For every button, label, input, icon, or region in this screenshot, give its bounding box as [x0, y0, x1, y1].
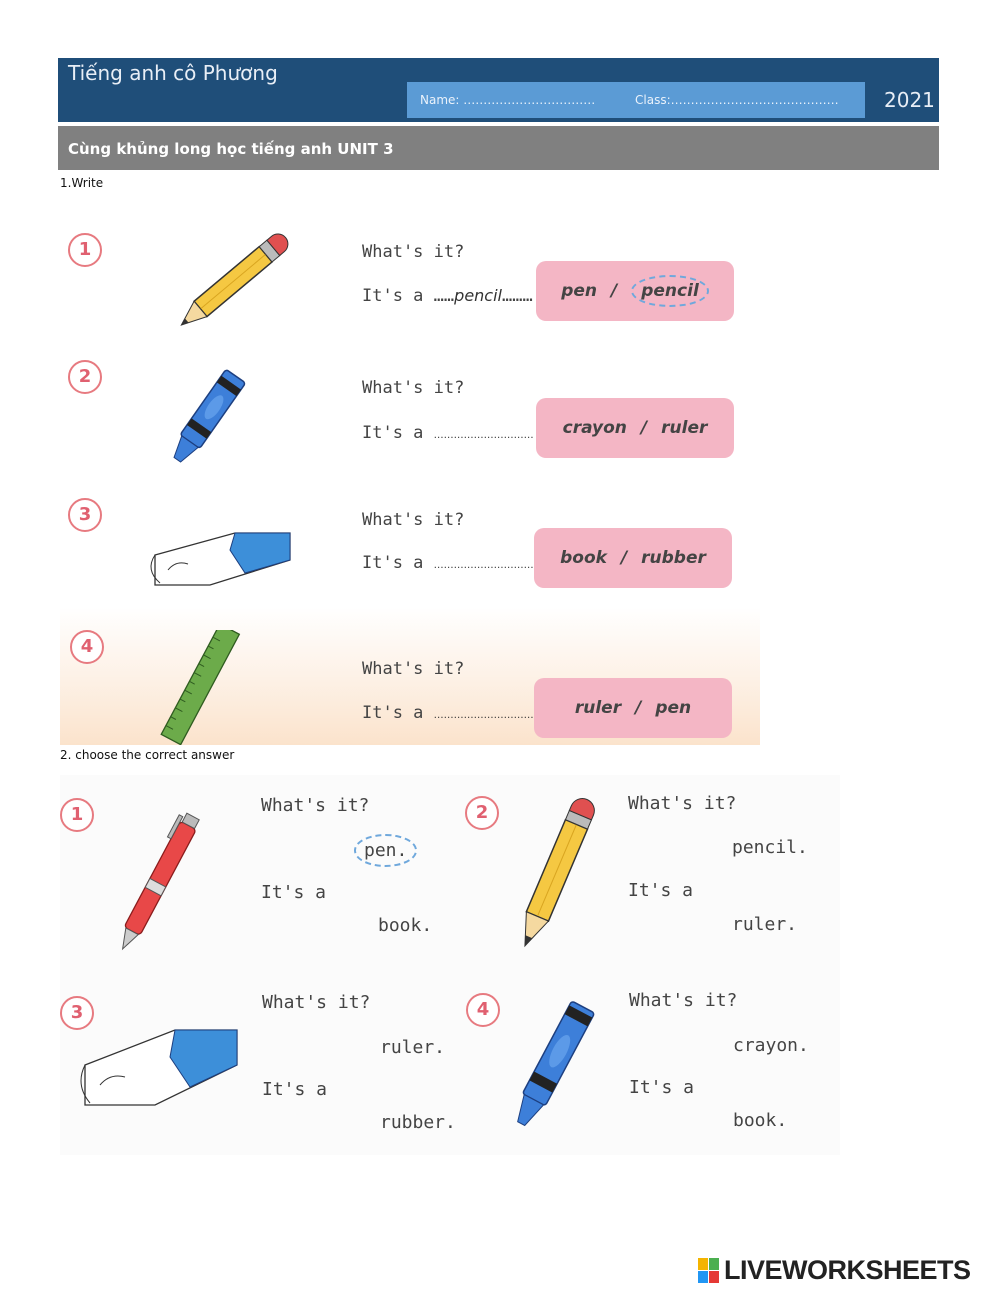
option-2: ruler: [661, 418, 708, 438]
logo-text: LIVEWORKSHEETS: [724, 1255, 971, 1285]
blank-dots-after: ………: [501, 286, 533, 306]
header-title: Tiếng anh cô Phương: [68, 61, 278, 85]
item-number: 3: [68, 498, 102, 532]
item-number: 1: [60, 798, 94, 832]
question-text: What's it?: [362, 378, 465, 398]
question-text: What's it?: [261, 795, 370, 816]
item-number: 1: [68, 233, 102, 267]
option-b[interactable]: rubber.: [380, 1112, 456, 1133]
option-1: ruler: [574, 698, 622, 718]
option-separator: /: [620, 548, 628, 568]
eraser-icon: [140, 515, 300, 595]
option-1: pen: [561, 281, 598, 301]
option-1: book: [560, 548, 607, 568]
crayon-icon: [495, 985, 615, 1135]
liveworksheets-logo[interactable]: [698, 1255, 971, 1286]
pencil-icon: [500, 795, 610, 955]
item-number: 2: [68, 360, 102, 394]
prefix-label: It's a: [362, 553, 424, 573]
options-box: [534, 678, 732, 738]
crayon-icon: [155, 355, 265, 470]
item-number: 3: [60, 996, 94, 1030]
question-text: What's it?: [362, 659, 465, 679]
option-2: pen: [655, 698, 692, 718]
prefix-text: [362, 703, 534, 723]
item-number: 2: [465, 796, 499, 830]
question-text: What's it?: [629, 990, 738, 1011]
options-box: [536, 261, 734, 321]
prefix-label: It's a: [362, 423, 424, 443]
pen-icon: [105, 795, 220, 960]
item-number: 4: [70, 630, 104, 664]
name-field[interactable]: Name: ……………………………: [420, 93, 596, 107]
option-a[interactable]: ruler.: [380, 1037, 446, 1058]
answer-blank[interactable]: [434, 286, 533, 306]
prefix-text: It's a: [261, 882, 327, 903]
prefix-text: [362, 423, 534, 443]
answer-blank[interactable]: …………………………: [433, 430, 534, 441]
option-2: rubber: [641, 548, 706, 568]
option-1: crayon: [562, 418, 627, 438]
section1-title: 1.Write: [60, 176, 104, 190]
ruler-icon: [150, 630, 250, 745]
prefix-label: It's a: [362, 286, 424, 306]
page-title: Cùng khủng long học tiếng anh UNIT 3: [68, 140, 394, 158]
section2-title: 2. choose the correct answer: [60, 748, 235, 762]
option-2-circled: pencil: [631, 275, 709, 307]
option-a-circled[interactable]: pen.: [354, 834, 417, 867]
answer-blank[interactable]: …………………………: [433, 560, 534, 571]
year-label: 2021: [884, 88, 935, 112]
class-field[interactable]: Class:……………………………………: [635, 93, 839, 107]
option-separator: /: [640, 418, 648, 438]
option-b[interactable]: book.: [733, 1110, 788, 1131]
question-text: What's it?: [362, 242, 465, 262]
question-text: What's it?: [262, 992, 371, 1013]
options-box: [534, 528, 732, 588]
option-separator: /: [611, 281, 618, 301]
prefix-text: [362, 553, 534, 573]
question-text: What's it?: [362, 510, 465, 530]
prefix-text: It's a: [629, 1077, 695, 1098]
prefix-text: [362, 286, 533, 306]
option-b[interactable]: ruler.: [732, 914, 798, 935]
options-box: [536, 398, 734, 458]
eraser-icon: [75, 1015, 245, 1110]
blank-dots: ……: [433, 286, 455, 306]
option-b[interactable]: book.: [378, 915, 433, 936]
prefix-text: It's a: [262, 1079, 328, 1100]
question-text: What's it?: [628, 793, 737, 814]
pencil-icon: [170, 228, 300, 333]
option-separator: /: [635, 698, 642, 718]
item-number: 4: [466, 993, 500, 1027]
prefix-text: It's a: [628, 880, 694, 901]
option-a[interactable]: pencil.: [732, 837, 808, 858]
answer-blank[interactable]: …………………………: [433, 710, 534, 721]
option-a[interactable]: crayon.: [733, 1035, 809, 1056]
filled-answer: pencil: [454, 286, 502, 305]
prefix-label: It's a: [362, 703, 424, 723]
logo-badge-icon: [698, 1258, 720, 1284]
